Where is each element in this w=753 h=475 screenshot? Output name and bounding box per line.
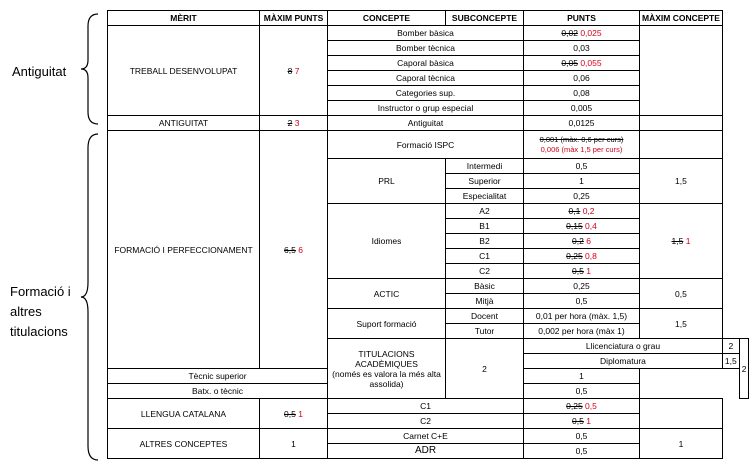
subconcepte-cell: B1 <box>446 219 524 234</box>
new-value: 1 <box>586 266 591 276</box>
punts-cell: 0,06 <box>524 71 640 86</box>
concepte-cell: Instructor o grup especial <box>328 101 524 116</box>
concepte-cell: ADR <box>328 444 524 459</box>
subconcepte-cell: A2 <box>446 204 524 219</box>
punts-cell: 0,25 <box>524 279 640 294</box>
table-row <box>108 399 749 414</box>
subconcepte-cell: C2 <box>446 264 524 279</box>
max-antiguitat <box>260 116 328 131</box>
concepte-cell: Carnet C+E <box>328 429 524 444</box>
side-label-formacio <box>10 282 71 342</box>
new-value: 3 <box>294 118 300 128</box>
concepte-idiomes: Idiomes <box>328 204 446 279</box>
concepte-cell: Llicenciatura o grau <box>524 339 723 354</box>
punts-cell: 0,5 <box>524 384 640 399</box>
new-value: 6 <box>586 236 591 246</box>
old-value: 8 <box>287 65 293 76</box>
brace-formacio <box>78 132 100 462</box>
new-value: 0,025 <box>580 28 602 38</box>
old-value: 6,5 <box>284 244 296 255</box>
side-label-formacio-line-1: Formació i <box>10 284 71 299</box>
old-value: 0,05 <box>561 58 578 68</box>
concepte-cell: Bomber tècnica <box>328 41 524 56</box>
new-value: 0,8 <box>585 251 597 261</box>
concepte-prl: PRL <box>328 159 446 204</box>
punts-cell: 0,005 <box>524 101 640 116</box>
concepte-cell: Caporal tècnica <box>328 71 524 86</box>
subconcepte-cell: Superior <box>446 174 524 189</box>
old-value: 0,1 <box>568 206 581 216</box>
maxim-concepte-empty <box>640 399 723 429</box>
header-subconcepte: SUBCONCEPTE <box>446 11 524 26</box>
concepte-cell: Categories sup. <box>328 86 524 101</box>
concepte-cell: Caporal bàsica <box>328 56 524 71</box>
maxim-prl: 1,5 <box>640 159 723 204</box>
new-value: 6 <box>298 244 303 255</box>
maxim-suport: 1,5 <box>640 309 723 339</box>
new-value: 1 <box>586 416 591 426</box>
new-value: 0,4 <box>585 221 597 231</box>
max-titulacions: 2 <box>446 339 524 399</box>
punts-cell <box>524 399 640 414</box>
merit-antiguitat: ANTIGUITAT <box>108 116 260 131</box>
old-value: 0,25 <box>566 401 583 411</box>
header-merit: MÈRIT <box>108 11 260 26</box>
merit-formacio: FORMACIÓ I PERFECCIONAMENT <box>108 131 260 369</box>
table-row <box>108 26 749 41</box>
side-label-formacio-line-3: titulacions <box>10 324 68 339</box>
subconcepte-cell: Bàsic <box>446 279 524 294</box>
concepte-cell: Tècnic superior <box>108 369 328 384</box>
subconcepte-cell: Mitjà <box>446 294 524 309</box>
punts-cell: 0,08 <box>524 86 640 101</box>
concepte-cell: Batx. o tècnic <box>108 384 328 399</box>
header-row <box>108 11 749 26</box>
old-value: 0,001 (màx. 0,6 per curs) <box>539 134 624 144</box>
maxim-altres: 1 <box>640 429 723 459</box>
punts-cell: 0,5 <box>524 429 640 444</box>
concepte-cell: Antiguitat <box>328 116 524 131</box>
punts-cell: 1 <box>524 369 640 384</box>
maxim-actic: 0,5 <box>640 279 723 309</box>
subconcepte-cell: Tutor <box>446 324 524 339</box>
new-value: 1 <box>685 236 691 246</box>
brace-antiguitat <box>78 12 100 126</box>
concepte-cell: Bomber bàsica <box>328 26 524 41</box>
punts-cell: 2 <box>722 339 739 354</box>
merit-titulacions-note: (només es valora la més alta assolida) <box>332 368 441 389</box>
punts-cell <box>524 56 640 71</box>
old-value: 0,15 <box>566 221 583 231</box>
maxim-concepte-empty <box>640 116 723 131</box>
new-value: 0,5 <box>585 401 597 411</box>
punts-cell: 0,002 per hora (màx 1) <box>524 324 640 339</box>
punts-cell: 0,5 <box>524 444 640 459</box>
old-value: 0,25 <box>566 251 583 261</box>
maxim-idiomes <box>640 204 723 279</box>
header-maxim-punts: MÀXIM PUNTS <box>260 11 328 26</box>
subconcepte-cell: C1 <box>446 249 524 264</box>
concepte-cell: C1 <box>328 399 524 414</box>
concepte-actic: ACTIC <box>328 279 446 309</box>
old-value: 0,02 <box>561 28 578 38</box>
old-value: 0,5 <box>284 408 296 419</box>
punts-cell <box>524 26 640 41</box>
old-value: 2 <box>287 118 293 128</box>
maxim-concepte-empty <box>640 26 723 116</box>
new-value: 1 <box>298 408 303 419</box>
new-value: 0,006 (màx 1,5 per curs) <box>540 144 623 154</box>
old-value: 1,5 <box>671 236 684 246</box>
max-treball <box>260 26 328 116</box>
concepte-ispc: Formació ISPC <box>328 131 524 159</box>
side-label-antiguitat <box>12 62 66 82</box>
new-value: 0,2 <box>582 206 595 216</box>
header-punts: PUNTS <box>524 11 640 26</box>
punts-cell: 0,5 <box>524 294 640 309</box>
punts-cell <box>524 204 640 219</box>
subconcepte-cell: Intermedi <box>446 159 524 174</box>
punts-cell: 1,5 <box>722 354 739 369</box>
side-label-formacio-line-2: altres <box>10 304 42 319</box>
maxim-concepte-empty <box>640 131 723 159</box>
header-concepte: CONCEPTE <box>328 11 446 26</box>
punts-cell: 0,25 <box>524 189 640 204</box>
table-row <box>108 429 749 444</box>
subconcepte-cell: Especialitat <box>446 189 524 204</box>
punts-cell <box>524 249 640 264</box>
punts-table <box>107 10 749 459</box>
punts-cell: 0,01 per hora (màx. 1,5) <box>524 309 640 324</box>
new-value: 0,055 <box>580 58 602 68</box>
max-altres: 1 <box>260 429 328 459</box>
punts-cell <box>524 264 640 279</box>
merit-altres: ALTRES CONCEPTES <box>108 429 260 459</box>
punts-cell: 1 <box>524 174 640 189</box>
concepte-cell: C2 <box>328 414 524 429</box>
punts-cell: 0,03 <box>524 41 640 56</box>
merit-titulacions-title: TITULACIONS ACADÈMIQUES <box>355 348 418 369</box>
punts-cell <box>524 219 640 234</box>
punts-cell <box>524 414 640 429</box>
max-catalana <box>260 399 328 429</box>
concepte-suport: Suport formació <box>328 309 446 339</box>
old-value: 0,5 <box>572 266 584 276</box>
punts-ispc <box>524 131 640 159</box>
concepte-cell: Diplomatura <box>524 354 723 369</box>
punts-cell: 0,0125 <box>524 116 640 131</box>
table-row <box>108 116 749 131</box>
subconcepte-cell: Docent <box>446 309 524 324</box>
old-value: 0,2 <box>572 236 584 246</box>
new-value: 7 <box>294 65 300 76</box>
side-label-antiguitat-text: Antiguitat <box>12 64 67 79</box>
punts-cell <box>524 234 640 249</box>
merit-titulacions <box>328 339 446 399</box>
punts-cell: 0,5 <box>524 159 640 174</box>
subconcepte-cell: B2 <box>446 234 524 249</box>
max-formacio <box>260 131 328 369</box>
maxim-titulacions: 2 <box>739 339 749 399</box>
merit-catalana: LLENGUA CATALANA <box>108 399 260 429</box>
merit-treball: TREBALL DESENVOLUPAT <box>108 26 260 116</box>
table-row <box>108 131 749 159</box>
header-maxim-concepte: MÀXIM CONCEPTE <box>640 11 723 26</box>
old-value: 0,5 <box>572 416 584 426</box>
